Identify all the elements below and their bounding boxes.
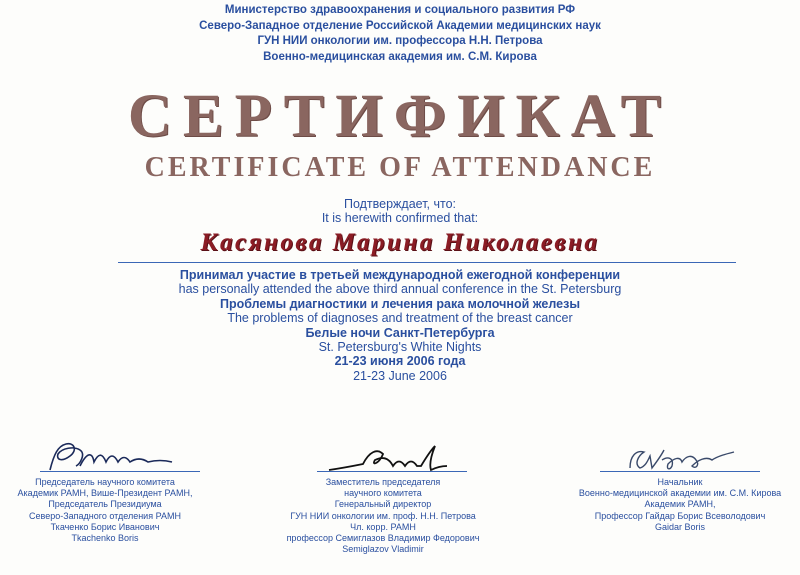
signatory-line: ГУН НИИ онкологии им. проф. Н.Н. Петрова: [290, 510, 476, 521]
detail-line: Принимал участие в третьей международной ежегодной конференции: [179, 268, 621, 282]
name-underline: [118, 262, 736, 263]
confirmation-en: It is herewith confirmed that:: [321, 211, 479, 225]
signatory-line: Академик РАМН, Више-Президент РАМН,: [17, 488, 193, 499]
signatory-line: Semiglazov Vladimir: [342, 544, 424, 555]
confirmation-text: [0, 197, 800, 225]
handwritten-signature-right: [622, 442, 742, 476]
detail-line: has personally attended the above third annual conference in the St. Petersburg: [178, 282, 622, 297]
signature-block-middle: [283, 440, 483, 555]
recipient-name: Касянова Марина Николаевна: [200, 229, 600, 256]
signatory-line: Председатель Президиума: [48, 499, 162, 510]
signatory-line: Заместитель председателя: [325, 477, 441, 487]
confirmation-ru: Подтверждает, что:: [343, 197, 457, 211]
detail-line: 21-23 июня 2006 года: [334, 354, 466, 369]
handwritten-signature-middle: [323, 442, 453, 476]
signatory-line: Председатель научного комитета: [35, 477, 175, 487]
signatory-middle-text: [283, 477, 483, 555]
issuer-header: [0, 3, 800, 65]
signature-block-right: [560, 440, 800, 533]
attendance-details: [0, 268, 800, 383]
signatory-right-text: [560, 477, 800, 533]
signatory-line: профессор Семиглазов Владимир Федорович: [286, 533, 480, 544]
header-line: Министерство здравоохранения и социального развития РФ: [224, 4, 576, 16]
signatory-line: Профессор Гайдар Борис Всеволодович: [594, 510, 766, 521]
signatory-line: Генеральный директор: [334, 499, 432, 510]
signatory-line: Академик РАМН,: [644, 499, 716, 510]
signatory-left-text: [10, 477, 200, 544]
detail-line: Проблемы диагностики и лечения рака молочной железы: [219, 296, 581, 311]
signatory-line: Gaidar Boris: [654, 521, 706, 532]
certificate-title: СЕРТИФИКАТ: [127, 83, 673, 150]
detail-line: St. Petersburg's White Nights: [318, 340, 482, 355]
detail-line: The problems of diagnoses and treatment of the breast cancer: [227, 311, 573, 326]
handwritten-signature-left: [40, 440, 180, 474]
signatory-line: Ткаченко Борис Иванович: [50, 521, 160, 532]
signature-block-left: [10, 440, 200, 544]
signatory-line: научного комитета: [344, 488, 422, 499]
header-line: Военно-медицинская академия им. С.М. Кирова: [263, 50, 537, 63]
detail-line: 21-23 June 2006: [353, 368, 447, 383]
certificate-subtitle: CERTIFICATE OF ATTENDANCE: [144, 152, 656, 183]
header-line: Северо-Западное отделение Российской Академии медицинских наук: [199, 19, 601, 32]
detail-line: Белые ночи Санкт-Петербурга: [305, 325, 495, 340]
signatory-line: Военно-медицинской академии им. С.М. Кирова: [578, 488, 782, 499]
signatory-line: Чл. корр. РАМН: [350, 521, 416, 532]
signatory-line: Северо-Западного отделения РАМН: [29, 510, 181, 521]
signatory-line: Tkachenko Boris: [71, 533, 139, 544]
signatory-line: Начальник: [657, 477, 703, 487]
header-line: ГУН НИИ онкологии им. профессора Н.Н. Петрова: [257, 35, 543, 47]
